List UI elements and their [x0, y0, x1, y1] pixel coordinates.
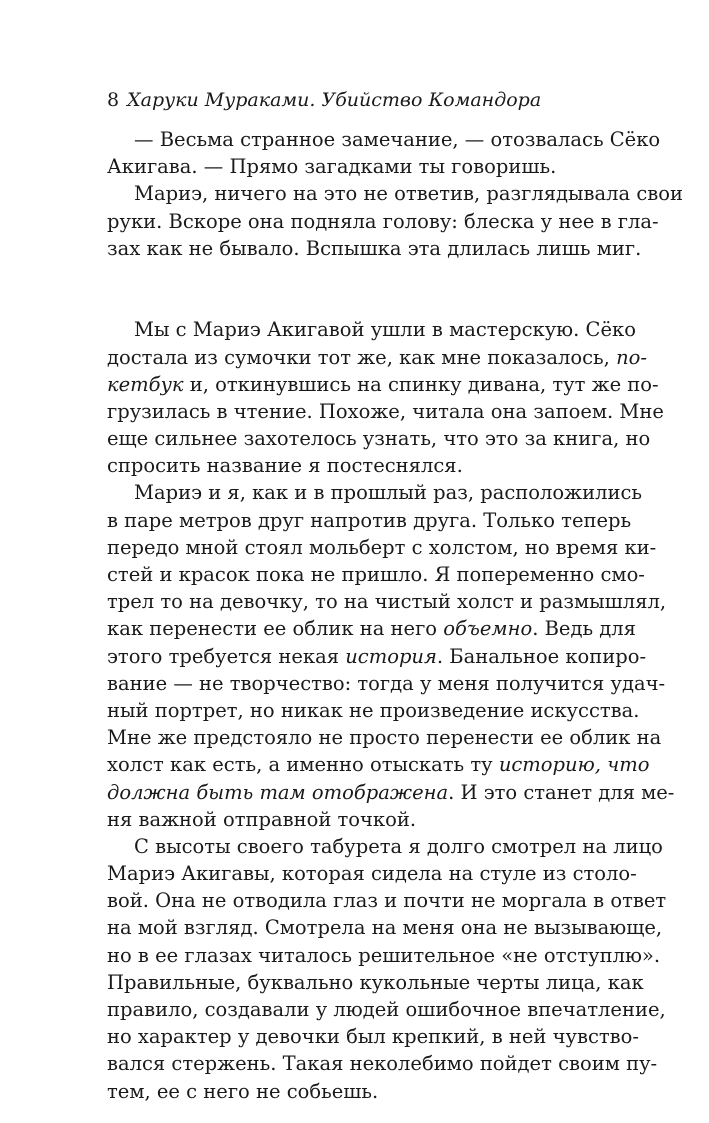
- text-segment: . Ведь для: [532, 617, 636, 641]
- text-line: Правильные, буквально кукольные черты лица, как: [107, 970, 644, 994]
- text-line: [107, 643, 647, 670]
- text-line: С высоты своего табурета я долго смотрел на лицо: [134, 834, 663, 858]
- text-line: Мне же предстояло не просто перенести ее облик на: [107, 726, 662, 750]
- text-line: в паре метров друг напротив друга. Только теперь: [107, 508, 632, 532]
- italic-segment: объемно: [443, 617, 533, 641]
- text-segment: и, откинувшись на спинку дивана, тут же по-: [183, 372, 659, 396]
- text-line: Мариэ, ничего на это не ответив, разглядывала свои: [134, 182, 684, 206]
- text-segment: как перенести ее облик на него: [107, 617, 444, 641]
- text-line: передо мной стоял мольберт с холстом, но время ки-: [107, 535, 657, 559]
- text-line: спросить название я постеснялся.: [107, 454, 463, 478]
- text-line: на мой взгляд. Смотрела на меня она не вызывающе,: [107, 916, 663, 940]
- section-break: [107, 262, 610, 316]
- text-line: [107, 751, 650, 778]
- text-line: вался стержень. Такая неколебимо пойдет своим пу-: [107, 1052, 658, 1076]
- text-line: но характер у девочки был крепкий, в ней чувство-: [107, 1025, 639, 1049]
- text-line: вание — не творчество: тогда у меня получится удач-: [107, 671, 666, 695]
- text-line: [107, 779, 675, 806]
- text-line: [107, 615, 636, 642]
- running-title: Харуки Мураками. Убийство Командора: [127, 89, 542, 111]
- text-line: правило, создавали у людей ошибочное впечатление,: [107, 998, 666, 1022]
- text-segment: достала из сумочки тот же, как мне показалось,: [107, 345, 617, 369]
- text-line: вой. Она не отводила глаз и почти не моргала в ответ: [107, 889, 667, 913]
- text-line: трел то на девочку, то на чистый холст и размышлял,: [107, 590, 667, 614]
- text-segment: этого требуется некая: [107, 644, 346, 668]
- text-line: Мариэ Акигавы, которая сидела на стуле из столо-: [107, 862, 637, 886]
- text-line: зах как не бывало. Вспышка эта длилась лишь миг.: [107, 236, 642, 260]
- text-segment: холст как есть, а именно отыскать ту: [107, 753, 499, 777]
- text-line: тем, ее с него не собьешь.: [107, 1079, 379, 1103]
- text-line: Акигава. — Прямо загадками ты говоришь.: [107, 155, 557, 179]
- text-line: ный портрет, но никак не произведение искусства.: [107, 698, 640, 722]
- italic-segment: по-: [616, 345, 647, 369]
- text-line: Мы с Мариэ Акигавой ушли в мастерскую. Сёко: [134, 318, 636, 342]
- italic-segment: историю, что: [498, 753, 650, 777]
- text-line: ня важной отправной точкой.: [107, 807, 417, 831]
- text-segment: . Банальное копиро-: [436, 644, 647, 668]
- text-line: но в ее глазах читалось решительное «не отступлю».: [107, 943, 661, 967]
- italic-segment: история: [345, 644, 437, 668]
- text-line: еще сильнее захотелось узнать, что это за книга, но: [107, 427, 651, 451]
- text-line: [107, 344, 647, 371]
- text-line: грузилась в чтение. Похоже, читала она запоем. Мне: [107, 399, 664, 423]
- running-head: [107, 88, 647, 112]
- text-line: — Весьма странное замечание, — отозвалась Сёко: [134, 128, 661, 151]
- page-number: 8: [107, 89, 120, 111]
- italic-segment: должна быть там отображена: [107, 780, 449, 804]
- italic-segment: кетбук: [107, 372, 184, 396]
- text-line: стей и красок пока не пришло. Я попеременно смо-: [107, 563, 645, 587]
- body-text: [107, 126, 684, 1105]
- text-line: руки. Вскоре она подняла голову: блеска у нее в гла-: [107, 209, 659, 233]
- text-segment: . И это станет для ме-: [448, 780, 675, 804]
- text-line: Мариэ и я, как и в прошлый раз, расположились: [134, 481, 642, 505]
- text-line: [107, 371, 659, 398]
